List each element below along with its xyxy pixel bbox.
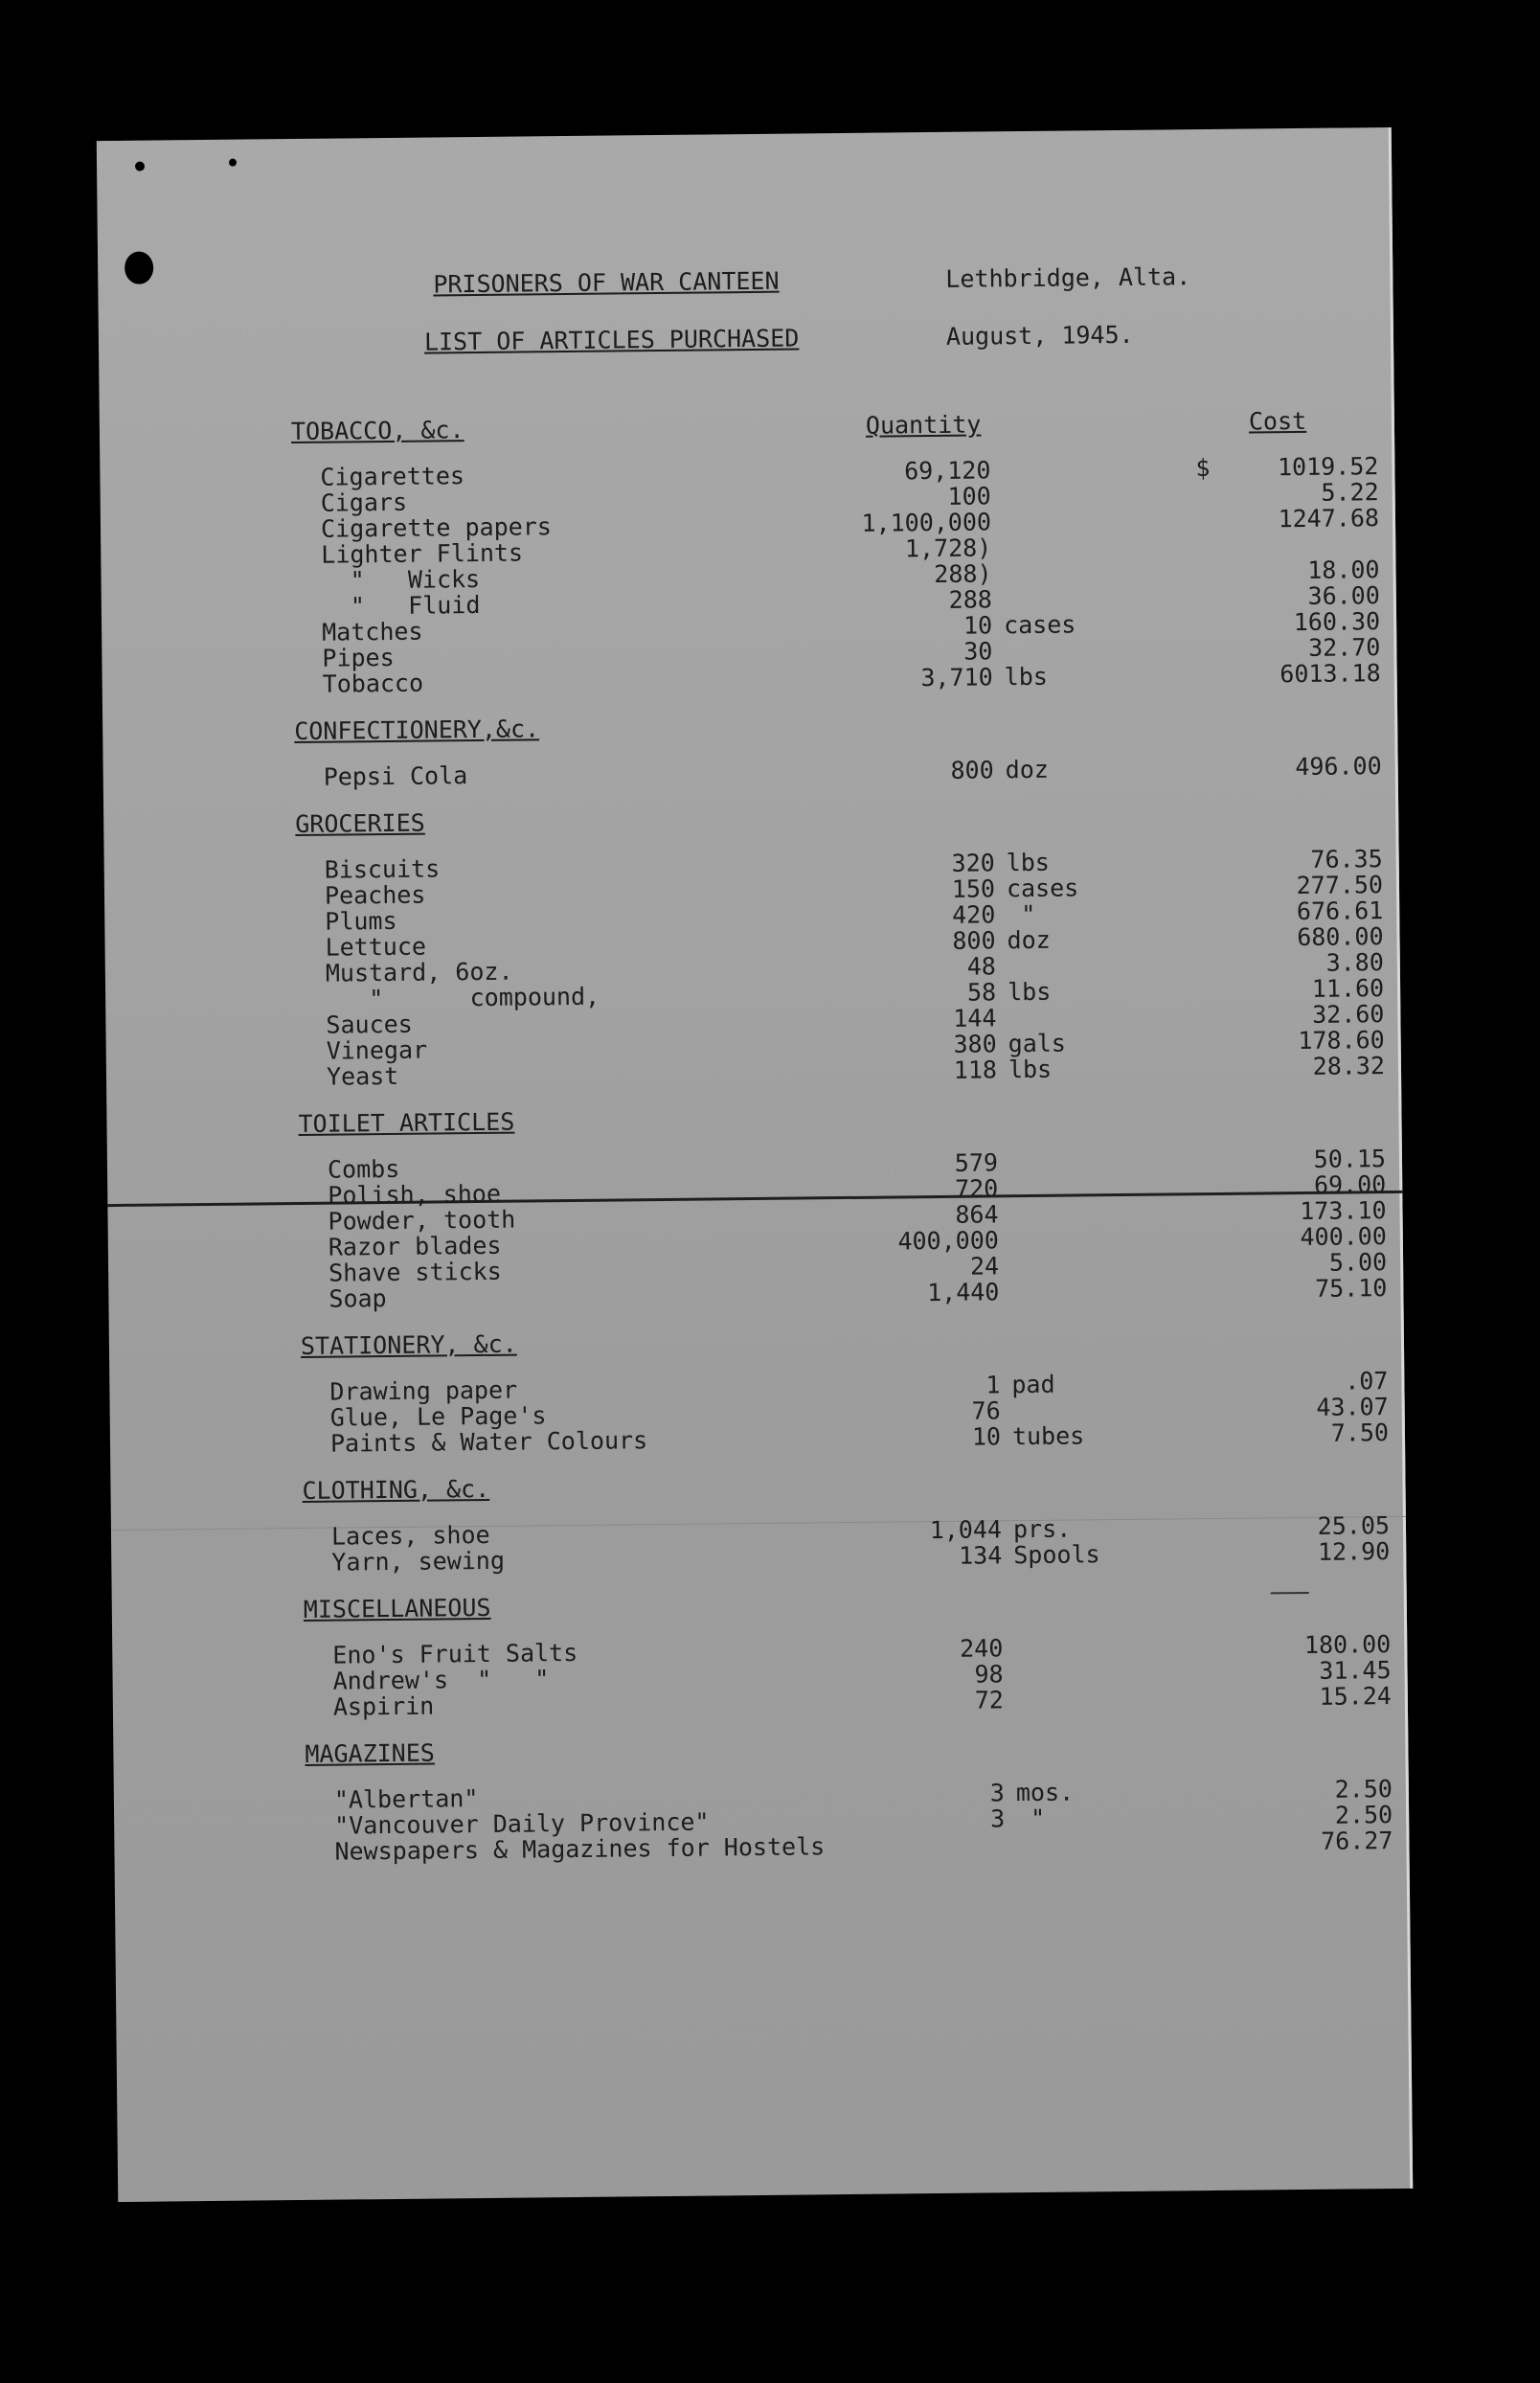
- item-quantity: 800: [952, 926, 996, 955]
- item-cost: 50.15: [1313, 1145, 1387, 1173]
- item-unit: lbs: [1007, 977, 1052, 1007]
- item-name: Tobacco: [322, 669, 424, 698]
- item-name: Pipes: [322, 643, 395, 672]
- item-cost: 76.35: [1310, 845, 1383, 874]
- section-title: CONFECTIONERY,&c.: [294, 715, 540, 746]
- item-cost: 2.50: [1334, 1775, 1393, 1804]
- item-quantity: 98: [974, 1660, 1004, 1689]
- item-name: Peaches: [324, 880, 426, 910]
- section-heading: [294, 707, 1395, 747]
- item-name: Pepsi Cola: [323, 761, 468, 791]
- section-title: CLOTHING, &c.: [302, 1474, 490, 1505]
- item-quantity: 30: [963, 637, 993, 666]
- item-quantity: 150: [951, 874, 996, 903]
- document-subtitle: LIST OF ARTICLES PURCHASED: [423, 324, 800, 356]
- section-heading: [295, 800, 1396, 840]
- section-items: [291, 453, 1394, 697]
- section-heading: [291, 407, 1393, 447]
- item-cost: 36.00: [1307, 581, 1380, 610]
- item-quantity: 3: [989, 1779, 1006, 1807]
- item-cost: 43.07: [1316, 1393, 1389, 1421]
- item-quantity: 1,100,000: [861, 508, 992, 537]
- item-cost: 178.60: [1298, 1026, 1385, 1055]
- item-quantity: 720: [954, 1174, 999, 1203]
- item-quantity: 864: [955, 1200, 999, 1229]
- item-name: Glue, Le Page's: [329, 1401, 547, 1432]
- item-cost: .07: [1345, 1367, 1389, 1396]
- item-cost: 676.61: [1296, 896, 1384, 926]
- item-name: " Fluid: [321, 590, 481, 621]
- item-name: Soap: [328, 1284, 387, 1313]
- item-cost: 5.00: [1328, 1248, 1388, 1277]
- item-quantity: 1: [985, 1371, 1001, 1399]
- punch-mark: [135, 162, 145, 171]
- item-quantity: 288): [934, 559, 992, 589]
- item-unit: mos.: [1015, 1778, 1075, 1807]
- item-name: Lettuce: [325, 932, 427, 962]
- item-cost: 1019.52: [1277, 452, 1379, 482]
- item-quantity: 579: [954, 1148, 999, 1177]
- item-name: Matches: [322, 617, 423, 647]
- item-name: Sauces: [326, 1010, 413, 1039]
- punch-hole: [125, 252, 153, 284]
- item-unit: tubes: [1011, 1421, 1085, 1451]
- item-unit: doz: [1005, 755, 1050, 784]
- item-quantity: 24: [969, 1252, 1000, 1281]
- section-title: STATIONERY, &c.: [300, 1329, 517, 1360]
- item-unit: lbs: [1004, 662, 1048, 692]
- item-cost: 11.60: [1311, 974, 1385, 1003]
- item-name: Eno's Fruit Salts: [332, 1638, 578, 1669]
- item-unit: pad: [1011, 1370, 1055, 1399]
- item-name: Aspirin: [332, 1691, 435, 1721]
- item-name: Yarn, sewing: [331, 1546, 506, 1577]
- item-name: Andrew's " ": [332, 1665, 550, 1695]
- document-title: PRISONERS OF WAR CANTEEN: [433, 266, 780, 299]
- item-cost: 180.00: [1303, 1630, 1392, 1660]
- item-name: Combs: [327, 1154, 400, 1184]
- item-name: Yeast: [326, 1061, 399, 1091]
- item-cost: 277.50: [1296, 871, 1384, 900]
- item-quantity: 1,728): [904, 533, 992, 563]
- item-unit: cases: [1006, 874, 1079, 903]
- section-title: TOILET ARTICLES: [298, 1107, 515, 1138]
- section-heading: [302, 1466, 1403, 1507]
- item-quantity: 76: [971, 1396, 1001, 1425]
- item-quantity: 58: [966, 978, 997, 1007]
- item-name: Lighter Flints: [321, 538, 524, 569]
- section-heading: [298, 1100, 1399, 1140]
- item-quantity: 240: [959, 1634, 1004, 1663]
- dollar-sign: $: [1195, 453, 1211, 483]
- item-quantity: 800: [950, 756, 994, 784]
- item-unit: lbs: [1006, 848, 1051, 877]
- item-cost: 75.10: [1314, 1274, 1388, 1303]
- item-name: "Vancouver Daily Province": [334, 1807, 710, 1840]
- section-items: [299, 1146, 1402, 1312]
- item-cost: 400.00: [1300, 1222, 1387, 1252]
- punch-mark: [229, 159, 237, 167]
- item-quantity: 420: [951, 900, 996, 929]
- item-quantity: 134: [958, 1541, 1003, 1570]
- item-cost: 160.30: [1293, 607, 1381, 637]
- item-cost: 496.00: [1295, 752, 1382, 782]
- item-unit: prs.: [1012, 1514, 1072, 1544]
- section-heading: [304, 1585, 1405, 1625]
- item-name: Cigars: [320, 488, 408, 517]
- section-title: TOBACCO, &c.: [290, 416, 464, 446]
- purchase-list: [289, 261, 1407, 1865]
- item-name: Mustard, 6oz.: [325, 957, 513, 987]
- document-sheet: [97, 127, 1413, 2202]
- header-line-2: [290, 319, 1393, 397]
- section-items: [303, 1512, 1405, 1576]
- item-name: Razor blades: [328, 1231, 502, 1261]
- section-heading: [305, 1730, 1406, 1770]
- item-cost: 5.22: [1321, 478, 1379, 507]
- item-cost: 6013.18: [1280, 659, 1381, 689]
- item-cost: 32.70: [1307, 633, 1381, 662]
- section-items: [301, 1368, 1403, 1457]
- item-quantity: 1,440: [926, 1278, 1000, 1307]
- item-quantity: 48: [966, 952, 996, 981]
- item-cost: 18.00: [1307, 556, 1380, 584]
- item-quantity: 144: [953, 1004, 997, 1033]
- item-name: Laces, shoe: [330, 1520, 490, 1551]
- item-quantity: 118: [953, 1055, 998, 1084]
- item-name: Newspapers & Magazines for Hostels: [334, 1832, 826, 1866]
- item-cost: 173.10: [1300, 1196, 1387, 1226]
- item-unit: ": [1016, 1804, 1046, 1833]
- item-cost: 3.80: [1325, 948, 1384, 977]
- item-name: Plums: [325, 906, 397, 936]
- item-unit: doz: [1007, 925, 1051, 955]
- item-quantity: 72: [974, 1686, 1005, 1714]
- item-name: Cigarettes: [320, 462, 465, 491]
- item-cost: 76.27: [1321, 1827, 1393, 1855]
- item-name: Drawing paper: [329, 1375, 518, 1406]
- item-name: Powder, tooth: [328, 1205, 516, 1236]
- sections: [291, 407, 1408, 1865]
- item-quantity: 288: [948, 585, 992, 614]
- item-cost: 1247.68: [1278, 504, 1380, 533]
- section-items: [304, 1631, 1406, 1720]
- item-cost: 28.32: [1312, 1052, 1386, 1080]
- item-cost: 680.00: [1297, 922, 1384, 952]
- item-quantity: 320: [951, 849, 995, 877]
- item-unit: cases: [1003, 610, 1076, 640]
- section-items: [306, 1776, 1408, 1865]
- item-name: "Albertan": [333, 1784, 479, 1814]
- column-header-quantity: Quantity: [865, 410, 982, 440]
- item-cost: 25.05: [1317, 1511, 1391, 1540]
- item-name: Shave sticks: [328, 1257, 502, 1287]
- item-name: " Wicks: [321, 564, 481, 595]
- section-title: GROCERIES: [295, 808, 425, 839]
- item-quantity: 100: [947, 482, 991, 511]
- section-items: [295, 753, 1396, 790]
- item-cost: 15.24: [1319, 1682, 1392, 1711]
- item-quantity: 69,120: [903, 456, 991, 486]
- item-cost: 7.50: [1330, 1418, 1390, 1447]
- item-name: Paints & Water Colours: [329, 1426, 648, 1458]
- item-cost: 69.00: [1313, 1170, 1387, 1199]
- item-cost: 2.50: [1334, 1801, 1393, 1829]
- item-quantity: 1,044: [929, 1515, 1003, 1545]
- item-name: Polish, shoe: [328, 1179, 502, 1210]
- item-name: " compound,: [326, 982, 600, 1013]
- item-unit: gals: [1008, 1029, 1067, 1058]
- column-header-cost: Cost: [1248, 406, 1307, 436]
- item-quantity: 10: [971, 1422, 1002, 1451]
- item-quantity: 3,710: [920, 663, 993, 692]
- item-cost: 32.60: [1311, 1000, 1385, 1029]
- item-quantity: 400,000: [897, 1226, 999, 1256]
- item-quantity: 10: [962, 611, 993, 640]
- item-row: [295, 753, 1396, 790]
- item-cost: 31.45: [1319, 1656, 1392, 1685]
- item-quantity: 3: [989, 1804, 1006, 1833]
- item-name: Biscuits: [324, 854, 441, 884]
- item-cost: 12.90: [1317, 1537, 1391, 1566]
- item-unit: ": [1007, 899, 1036, 929]
- section-heading: [301, 1322, 1402, 1362]
- section-title: MISCELLANEOUS: [303, 1593, 491, 1623]
- section-items: [296, 846, 1399, 1090]
- item-name: Cigarette papers: [320, 512, 552, 543]
- item-unit: lbs: [1008, 1055, 1053, 1084]
- cost-dash-mark: [1271, 1592, 1309, 1594]
- item-name: Vinegar: [326, 1035, 428, 1065]
- document-place: Lethbridge, Alta.: [945, 262, 1191, 293]
- document-date: August, 1945.: [945, 320, 1134, 351]
- section-title: MAGAZINES: [305, 1738, 436, 1768]
- item-quantity: 380: [953, 1030, 997, 1058]
- item-unit: Spools: [1013, 1540, 1100, 1570]
